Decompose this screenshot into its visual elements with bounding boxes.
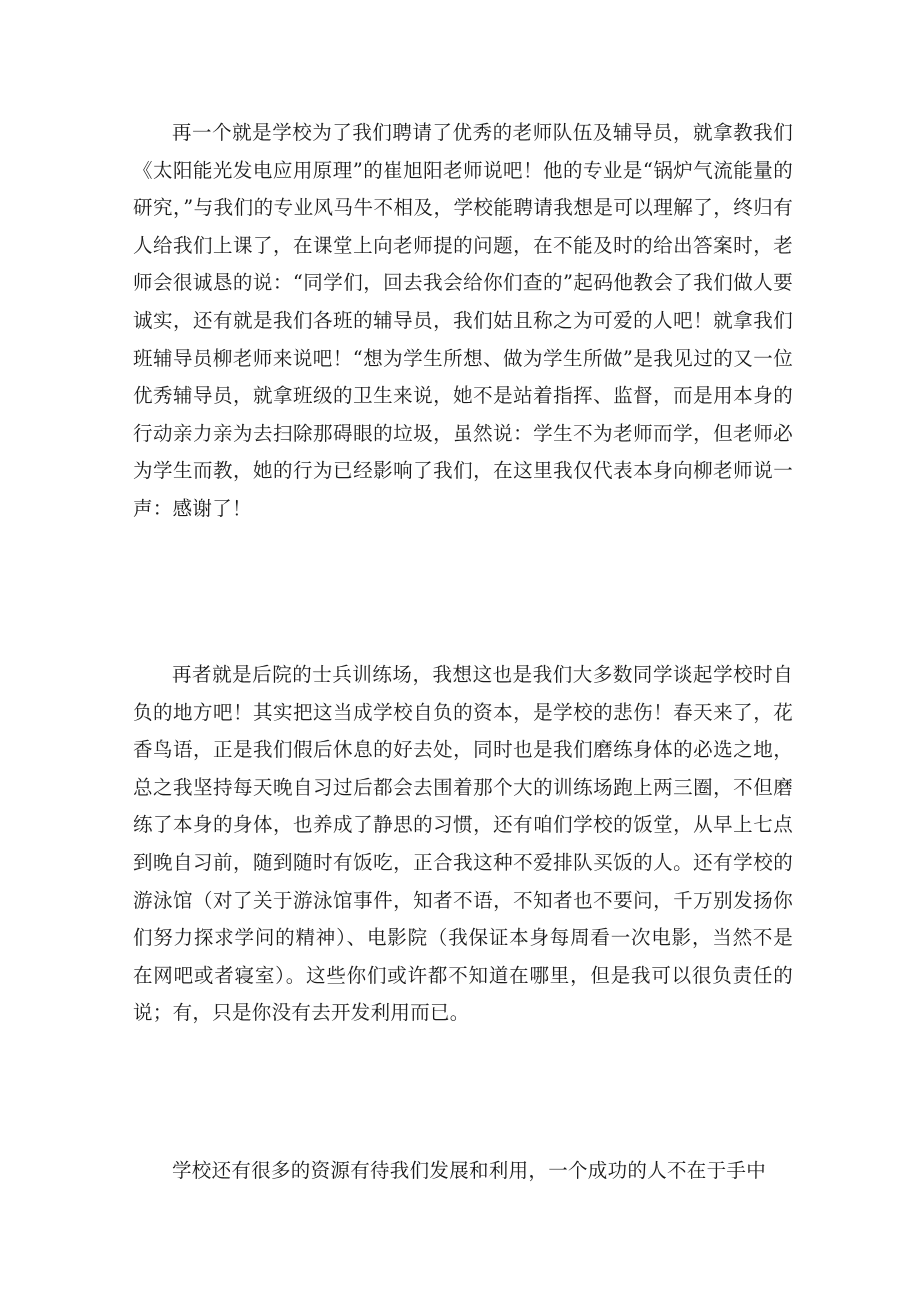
paragraph-resources: 学校还有很多的资源有待我们发展和利用，一个成功的人不在于手中 (172, 1159, 767, 1182)
paragraph-training-ground: 再者就是后院的士兵训练场，我想这也是我们大多数同学谈起学校时自负的地方吧！其实把这当成学校自负的资本，是学校的悲伤！春天来了，花香鸟语，正是我们假后休息的好去处，同时也是我们磨练身体的必选之地，总之我坚持每天晚自习过后都会去围着那个大的训练场跑上两三圈，不但磨练了本身的身体，也养成了静思的习惯，还有咱们学校的饭堂，从早上七点到晚自习前，随到随时有饭吃，正合我这种不爱排队买饭的人。还有学校的游泳馆（对了关于游泳馆事件，知者不语，不知者也不要问，千万别发扬你们努力探求学问的精神）、电影院（我保证本身每周看一次电影，当然不是在网吧或者寝室）。这些你们或许都不知道在哪里，但是我可以很负责任的说；有，只是你没有去开发利用而已。 (133, 663, 793, 1025)
paragraph-teachers: 再一个就是学校为了我们聘请了优秀的老师队伍及辅导员，就拿教我们《太阳能光发电应用原理”的崔旭阳老师说吧！他的专业是“锅炉气流能量的研究，”与我们的专业风马牛不相及，学校能聘请我想是可以理解了，终归有人给我们上课了，在课堂上向老师提的问题，在不能及时的给出答案时，老师会很诚恳的说：“同学们，回去我会给你们查的”起码他教会了我们做人要诚实，还有就是我们各班的辅导员，我们姑且称之为可爱的人吧！就拿我们班辅导员柳老师来说吧！“想为学生所想、做为学生所做”是我见过的又一位优秀辅导员，就拿班级的卫生来说，她不是站着指挥、监督，而是用本身的行动亲力亲为去扫除那碍眼的垃圾，虽然说：学生不为老师而学，但老师必为学生而教，她的行为已经影响了我们，在这里我仅代表本身向柳老师说一声：感谢了！ (133, 121, 793, 520)
